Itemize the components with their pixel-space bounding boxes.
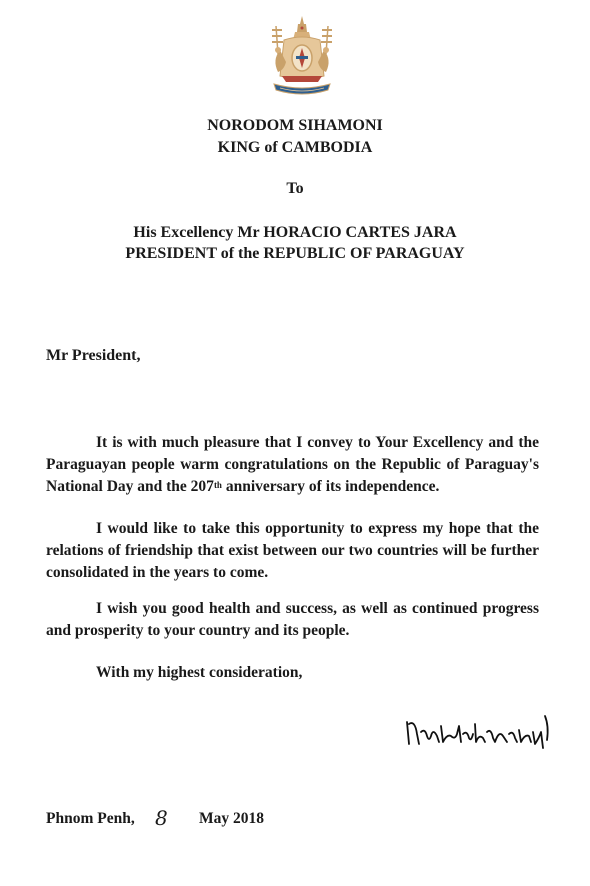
recipient-title: PRESIDENT of the REPUBLIC OF PARAGUAY [125,245,465,262]
signature-icon [403,712,553,752]
closing-line: With my highest consideration, [96,664,303,681]
body-paragraph-3: I wish you good health and success, as well as continued progress and prosperity to your country and its people. [46,600,539,639]
paragraph-text: It is with much pleasure that I convey to Your Excellency and the Paraguayan people warm congratulations on the Republic of Paraguay's National Day and the 207 [46,434,539,495]
sender-title: KING of CAMBODIA [217,139,373,156]
body-paragraph-2: I would like to take this opportunity to express my hope that the relations of friendship that exist between our two countries will be further consolidated in the years to come. [46,520,539,581]
royal-emblem-icon [262,14,342,100]
body-paragraph-1 [46,432,539,498]
place: Phnom Penh, [46,810,135,827]
to-label: To [286,180,304,197]
recipient-name: His Excellency Mr HORACIO CARTES JARA [133,224,457,241]
ordinal-suffix: th [213,480,222,490]
sender-name: NORODOM SIHAMONI [207,117,383,134]
handwritten-day: 8 [155,806,168,830]
paragraph-text: anniversary of its independence. [221,478,440,495]
salutation: Mr President, [46,347,141,364]
month-year: May 2018 [199,810,265,827]
